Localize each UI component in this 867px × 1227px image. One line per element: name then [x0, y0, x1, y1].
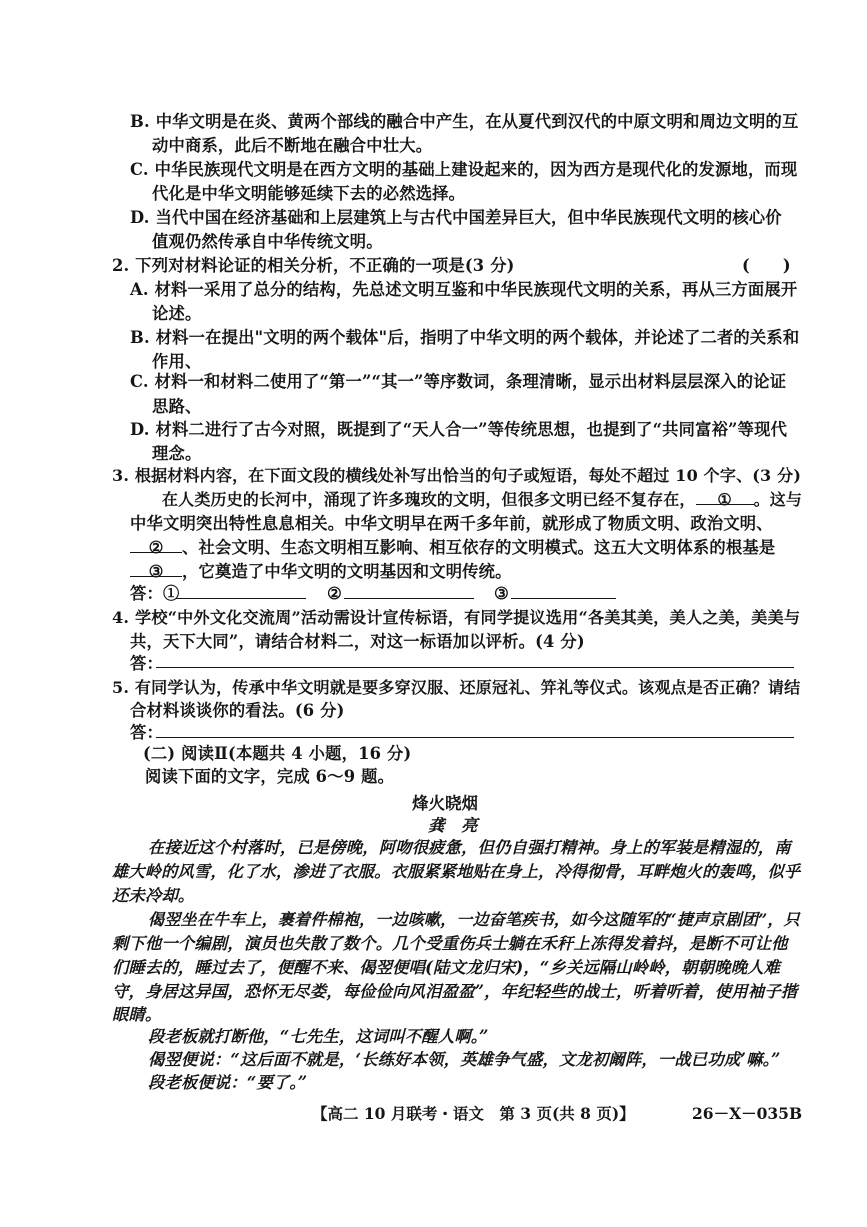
- q2-option-b-line2: 作用、: [152, 352, 202, 371]
- q3-answer-line-2[interactable]: [344, 598, 474, 599]
- q5-answer-label: 答：: [130, 723, 163, 742]
- q1-option-d-line2: 值观仍然传承自中华传统文明。: [152, 232, 383, 251]
- blank-1-marker: ①: [717, 490, 732, 509]
- q3-answer-label-3: ③: [494, 584, 509, 603]
- q3-passage-text-4: ，它奠造了中华文明的文明基因和文明传统。: [182, 562, 512, 581]
- q4-answer-line[interactable]: [156, 667, 794, 668]
- story-line-10: 偈翌便说：“这后面不就是，‘长练好本领，英雄争气盛，文龙初阚阵，一战已功成’嘛。”: [148, 1050, 781, 1069]
- q3-passage-text-1: 在人类历史的长河中，涌现了许多瑰玫的文明，但很多文明已经不复存在，: [162, 490, 696, 509]
- q1-option-b-line1: B. 中华文明是在炎、黄两个部线的融合中产生，在从夏代到汉代的中原文明和周边文明的互: [130, 112, 799, 131]
- story-line-4: 偈翌坐在牛车上，裹着件棉袍，一边咳嗽，一边奋笔疾书，如今这随军的“捷声京剧团”，只: [148, 910, 800, 929]
- section-instruction: 阅读下面的文字，完成 6～9 题。: [145, 767, 395, 786]
- story-line-5: 剩下他一个编剧，演员也失散了数个。几个受重伤兵士躺在禾秆上冻得发着抖，是断不可让他: [112, 934, 788, 953]
- footer-page-info: 【高二 10 月联考・语文 第 3 页(共 8 页)】: [312, 1104, 635, 1123]
- q2-answer-paren: ( ): [742, 256, 791, 275]
- q3-stem: 3. 根据材料内容，在下面文段的横线处补写出恰当的句子或短语，每处不超过 10 个字、(3 分): [112, 466, 802, 485]
- q1-option-c-line1: C. 中华民族现代文明是在西方文明的基础上建设起来的，因为西方是现代化的发源地，而现: [130, 160, 798, 179]
- blank-2-marker: ②: [148, 538, 164, 557]
- q4-line2: 共，天下大同”，请结合材料二，对这一标语加以评析。(4 分): [130, 632, 585, 651]
- q3-passage-text-3: 、社会文明、生态文明相互影响、相互依存的文明模式。这五大文明体系的根基是: [182, 538, 776, 557]
- blank-3-marker: ③: [148, 562, 164, 581]
- q3-answer-line-3[interactable]: [511, 598, 616, 599]
- q5-answer-line[interactable]: [156, 737, 794, 738]
- q5-line2: 合材料谈谈你的看法。(6 分): [130, 701, 345, 720]
- q3-passage-text-1b: 。这与: [753, 490, 803, 509]
- q3-answer-line-1[interactable]: [176, 598, 306, 599]
- story-line-2: 雄大岭的风雪，化了水，渗进了衣服。衣服紧紧地贴在身上，冷得彻骨，耳畔炮火的轰鸣，似乎: [112, 862, 801, 881]
- q2-stem: 2. 下列对材料论证的相关分析，不正确的一项是(3 分): [112, 256, 515, 275]
- footer-exam-code: 26－X－035B: [692, 1104, 803, 1123]
- q2-option-c-line1: C. 材料一和材料二使用了“第一”“其一”等序数词，条理清晰，显示出材料层层深入的论证: [130, 372, 787, 391]
- q3-answer-label-2: ②: [327, 584, 342, 603]
- q2-option-d-line2: 理念。: [152, 444, 202, 463]
- q3-passage-line4: [130, 560, 512, 584]
- q3-answer-label-1: 答：①: [130, 584, 180, 603]
- story-line-1: 在接近这个村落时，已是傍晚，阿吻很疲惫，但仍自强打精神。身上的军装是精湿的，南: [148, 838, 791, 857]
- story-title: 烽火晓烟: [412, 794, 478, 813]
- q3-passage-line2: 中华文明突出特性息息相关。中华文明早在两千多年前，就形成了物质文明、政治文明、: [130, 514, 773, 533]
- story-line-11: 段老板便说：“要了。”: [148, 1073, 308, 1092]
- q2-option-b-line1: B. 材料一在提出"文明的两个载体"后，指明了中华文明的两个载体，并论述了二者的关系和: [130, 328, 800, 347]
- q3-passage-line1: [162, 488, 802, 512]
- q5-line1: 5. 有同学认为，传承中华文明就是要多穿汉服、还原冠礼、笄礼等仪式。该观点是否正确？请结: [112, 678, 801, 697]
- q2-option-a-line1: A. 材料一采用了总分的结构，先总述文明互鉴和中华民族现代文明的关系，再从三方面展开: [130, 280, 798, 299]
- story-line-8: 眼睛。: [112, 1005, 162, 1024]
- q1-option-d-line1: D. 当代中国在经济基础和上层建筑上与古代中国差异巨大，但中华民族现代文明的核心价: [130, 208, 782, 227]
- q2-option-c-line2: 思路、: [152, 397, 202, 416]
- q3-blank-2: [130, 536, 182, 557]
- q1-option-c-line2: 代化是中华文明能够延续下去的必然选择。: [152, 184, 466, 203]
- story-line-7: 守，身居这异国，恐怀无尽娄，每俭俭向风泪盈盈”，年纪轻些的战士，听着听着，使用袖子揩: [112, 982, 798, 1001]
- q4-line1: 4. 学校“中外文化交流周”活动需设计宣传标语，有同学提议选用“各美其美，美人之美，美美与: [112, 608, 801, 627]
- story-line-6: 们睡去的，睡过去了，便醒不来、偈翌便唱(陆文龙归宋)，“乡关远隔山岭岭，朝朝晚晚人难: [112, 958, 781, 977]
- story-line-3: 还未冷却。: [112, 886, 195, 905]
- story-author: 龚 亮: [428, 816, 478, 835]
- q1-option-b-line2: 动中商系，此后不断地在融合中壮大。: [152, 136, 433, 155]
- q3-blank-1: [696, 488, 754, 509]
- q3-passage-line3: [130, 536, 775, 560]
- q3-blank-3: [130, 560, 182, 581]
- q2-option-d-line1: D. 材料二进行了古今对照，既提到了“天人合一”等传统思想，也提到了“共同富裕”等现代: [130, 420, 788, 439]
- story-line-9: 段老板就打断他，“七先生，这词叫不醒人啊。”: [148, 1027, 489, 1046]
- q2-option-a-line2: 论述。: [152, 304, 202, 323]
- section-heading: (二) 阅读Ⅱ(本题共 4 小题，16 分): [143, 744, 412, 763]
- q4-answer-label: 答：: [130, 654, 163, 673]
